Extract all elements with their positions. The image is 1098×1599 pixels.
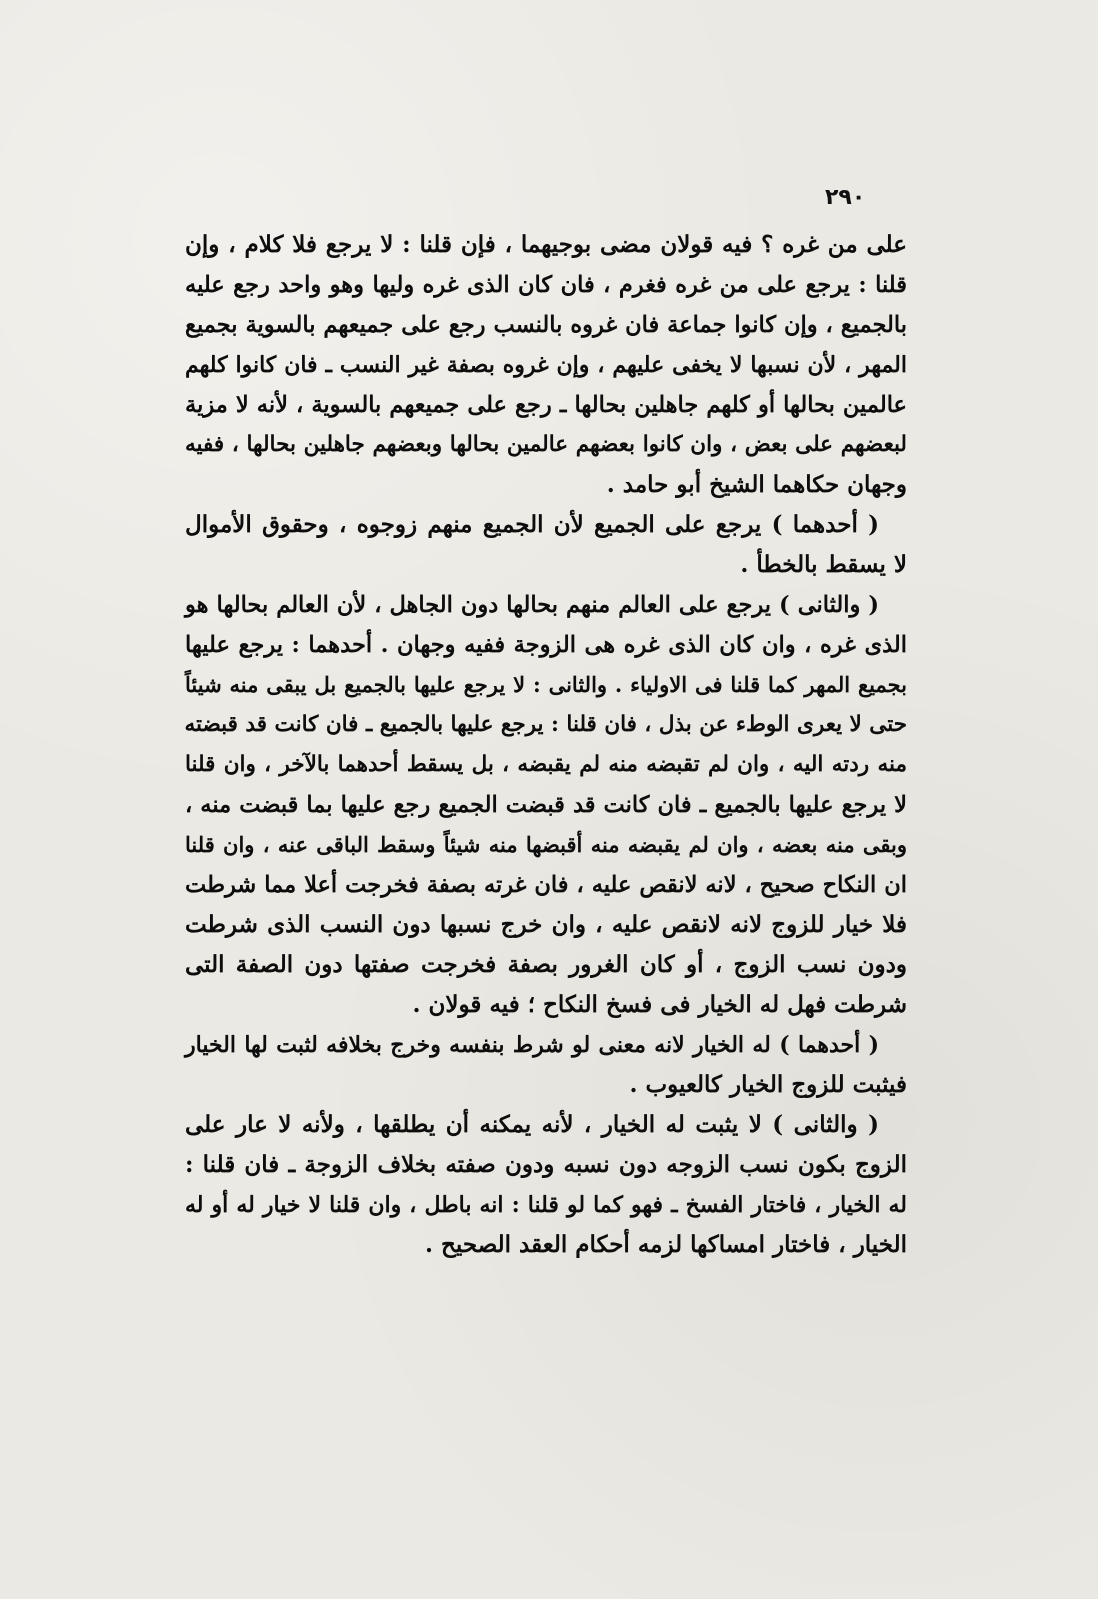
text-line: حتى لا يعرى الوطء عن بذل ، فان قلنا : يرجع عليها بالجميع ـ فان كانت قد قبضته bbox=[184, 712, 907, 737]
text-line: لا يرجع عليها بالجميع ـ فان كانت قد قبضت الجميع رجع عليها بما قبضت منه ، bbox=[185, 792, 907, 818]
text-line: الزوج بكون نسب الزوجه دون نسبه ودون صفته بخلاف الزوجة ـ فان قلنا : bbox=[185, 1151, 907, 1178]
text-line: على من غره ؟ فيه قولان مضى بوجيهما ، فإن قلنا : لا يرجع فلا كلام ، وإن bbox=[185, 231, 907, 258]
text-line: ( أحدهما ) يرجع على الجميع لأن الجميع منهم زوجوه ، وحقوق الأموال bbox=[185, 511, 879, 538]
text-line: وبقى منه بعضه ، وان لم يقبضه منه أقبضها منه شيئاً وسقط الباقى عنه ، وان قلنا bbox=[185, 832, 907, 857]
text-line: شرطت فهل له الخيار فى فسخ النكاح ؛ فيه قولان . bbox=[412, 991, 907, 1018]
text-line: ( أحدهما ) له الخيار لانه معنى لو شرط بنفسه وخرج بخلافه لثبت لها الخيار bbox=[185, 1032, 879, 1058]
text-line: ودون نسب الزوج ، أو كان الغرور بصفة فخرجت صفتها دون الصفة التى bbox=[185, 951, 907, 978]
text-line: فلا خيار للزوج لانه لانقص عليه ، وان خرج نسبها دون النسب الذى شرطت bbox=[185, 911, 907, 938]
page-text bbox=[185, 225, 907, 1265]
text-line: بجميع المهر كما قلنا فى الاولياء . والثانى : لا يرجع عليها بالجميع بل يبقى منه شيئاً bbox=[185, 672, 907, 697]
text-line: عالمين بحالها أو كلهم جاهلين بحالها ـ رجع على جميعهم بالسوية ، لأنه لا مزية bbox=[185, 392, 907, 418]
text-line: ان النكاح صحيح ، لانه لانقص عليه ، فان غرته بصفة فخرجت أعلا مما شرطت bbox=[185, 872, 907, 898]
text-line: ( والثانى ) يرجع على العالم منهم بحالها دون الجاهل ، لأن العالم بحالها هو bbox=[185, 592, 879, 618]
text-line: فيثبت للزوج الخيار كالعيوب . bbox=[629, 1071, 907, 1098]
text-line: له الخيار ، فاختار الفسخ ـ فهو كما لو قلنا : انه باطل ، وان قلنا لا خيار له أو له bbox=[185, 1192, 907, 1218]
text-line: ( والثانى ) لا يثبت له الخيار ، لأنه يمكنه أن يطلقها ، ولأنه لا عار على bbox=[185, 1111, 879, 1138]
text-line: منه ردته اليه ، وان لم تقبضه منه لم يقبضه ، بل يسقط أحدهما بالآخر ، وان قلنا bbox=[185, 752, 907, 777]
text-line: لا يسقط بالخطأ . bbox=[740, 551, 907, 578]
text-line: الخيار ، فاختار امساكها لزمه أحكام العقد الصحيح . bbox=[425, 1231, 907, 1258]
page-number: ٢٩٠ bbox=[825, 185, 866, 210]
text-line: لبعضهم على بعض ، وان كانوا بعضهم عالمين بحالها وبعضهم جاهلين بحالها ، ففيه bbox=[185, 432, 907, 457]
text-line: وجهان حكاهما الشيخ أبو حامد . bbox=[606, 471, 907, 498]
text-line: المهر ، لأن نسبها لا يخفى عليهم ، وإن غروه بصفة غير النسب ـ فان كانوا كلهم bbox=[185, 352, 907, 378]
text-line: بالجميع ، وإن كانوا جماعة فان غروه بالنسب رجع على جميعهم بالسوية بجميع bbox=[185, 312, 907, 338]
text-line: الذى غره ، وان كان الذى غره هى الزوجة ففيه وجهان . أحدهما : يرجع عليها bbox=[185, 632, 907, 658]
text-line: قلنا : يرجع على من غره فغرم ، فان كان الذى غره وليها وهو واحد رجع عليه bbox=[185, 272, 907, 298]
